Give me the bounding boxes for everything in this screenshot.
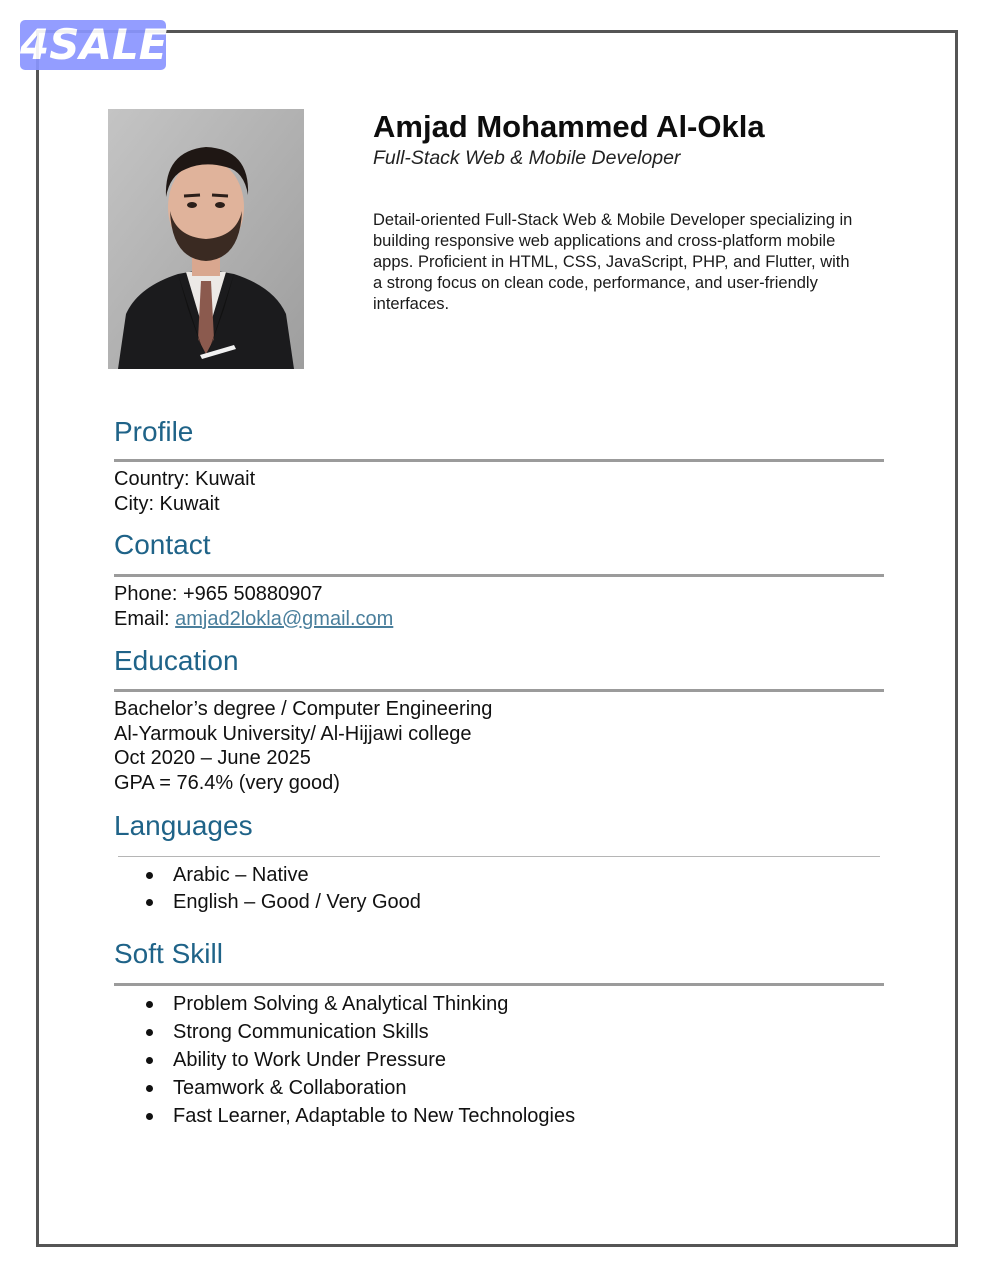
contact-heading: Contact bbox=[114, 529, 211, 560]
soft-skill-heading: Soft Skill bbox=[114, 938, 223, 969]
candidate-role: Full-Stack Web & Mobile Developer bbox=[373, 147, 681, 169]
list-item: Arabic – Native bbox=[146, 862, 421, 889]
languages-divider bbox=[118, 856, 880, 857]
candidate-name: Amjad Mohammed Al-Okla bbox=[373, 109, 765, 144]
languages-heading: Languages bbox=[114, 810, 253, 841]
list-item: Problem Solving & Analytical Thinking bbox=[146, 990, 575, 1018]
education-details bbox=[114, 697, 492, 795]
profile-city: City: Kuwait bbox=[114, 492, 220, 515]
list-item: Fast Learner, Adaptable to New Technologies bbox=[146, 1102, 575, 1130]
education-heading: Education bbox=[114, 645, 239, 676]
profile-photo bbox=[108, 109, 304, 369]
education-degree: Bachelor’s degree / Computer Engineering bbox=[114, 698, 493, 720]
contact-email-label: Email: bbox=[114, 607, 176, 630]
education-university: Al-Yarmouk University/ Al-Hijjawi college bbox=[114, 722, 472, 745]
summary-paragraph: Detail-oriented Full-Stack Web & Mobile Developer specializing in building responsive web applications and cross-platform mobile apps. Proficient in HTML, CSS, JavaScript, PHP, and Flutter, with a strong focus on clean code, performance, and user-friendly interfaces. bbox=[373, 211, 853, 313]
contact-details bbox=[114, 582, 393, 631]
list-item: Strong Communication Skills bbox=[146, 1018, 575, 1046]
contact-divider bbox=[114, 574, 884, 577]
contact-email-row bbox=[114, 607, 393, 632]
education-gpa: GPA = 76.4% (very good) bbox=[114, 771, 340, 794]
profile-divider bbox=[114, 459, 884, 462]
list-item: Teamwork & Collaboration bbox=[146, 1074, 575, 1102]
profile-details bbox=[114, 467, 255, 516]
list-item: Ability to Work Under Pressure bbox=[146, 1046, 575, 1074]
contact-phone: Phone: +965 50880907 bbox=[114, 583, 323, 605]
watermark-logo: 4SALE bbox=[20, 20, 168, 69]
education-dates: Oct 2020 – June 2025 bbox=[114, 747, 311, 769]
soft-skills-list bbox=[146, 990, 575, 1130]
education-divider bbox=[114, 689, 884, 692]
email-link[interactable]: amjad2lokla@gmail.com bbox=[175, 607, 394, 630]
profile-heading: Profile bbox=[114, 416, 194, 447]
languages-list bbox=[146, 862, 421, 915]
profile-country: Country: Kuwait bbox=[114, 468, 256, 490]
list-item: English – Good / Very Good bbox=[146, 889, 421, 916]
soft-skill-divider bbox=[114, 983, 884, 986]
